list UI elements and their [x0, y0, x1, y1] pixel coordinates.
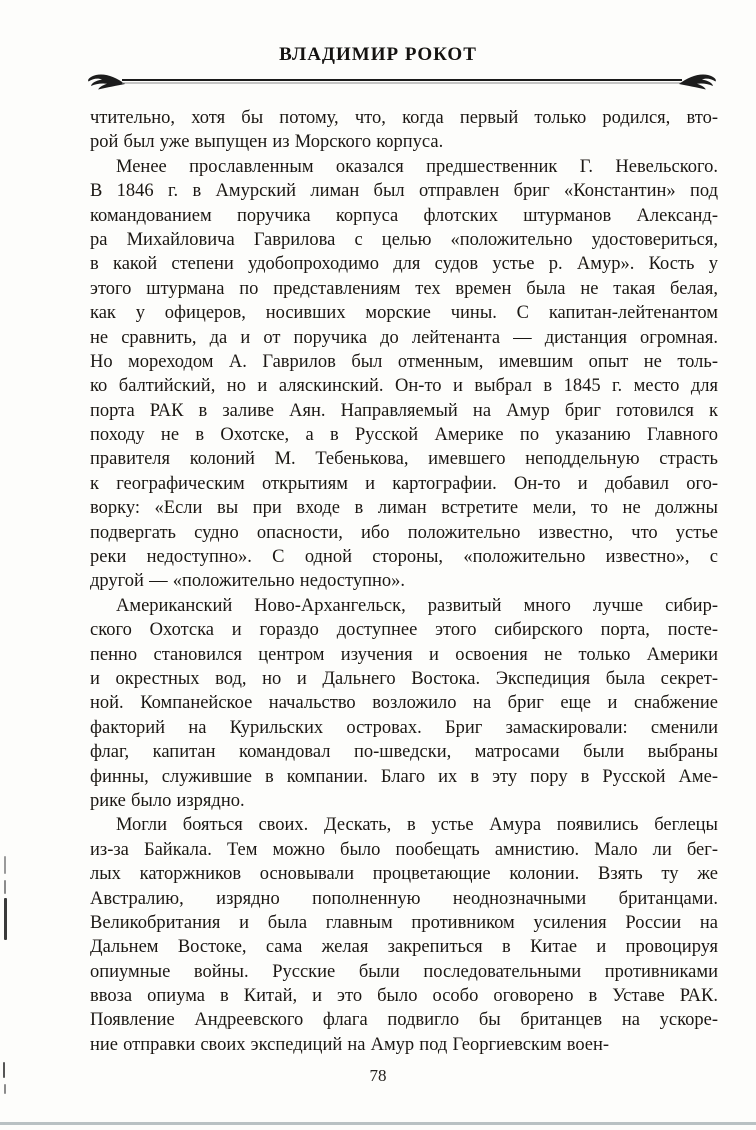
- header-ornament-rule: [86, 70, 718, 92]
- leaf-flourish-icon: [86, 70, 126, 92]
- text-line: опиумные войны. Русские были последовательными противниками: [90, 961, 718, 982]
- text-line: не сравнить, да и от поручика до лейтенанта — дистанция огромная.: [90, 327, 718, 348]
- text-line: Менее прославленным оказался предшественник Г. Невельского.: [116, 156, 718, 177]
- text-line: Появление Андреевского флага подвигло бы британцев на ускоре-: [90, 1010, 718, 1031]
- scan-artifact-mark: [4, 856, 6, 874]
- text-line: Австралию, изрядно пополненную неоднозначными британцами.: [90, 888, 718, 909]
- text-line: Могли бояться своих. Дескать, в устье Амура появились беглецы: [116, 815, 718, 836]
- text-line: ввоза опиума в Китай, и это было особо оговорено в Уставе РАК.: [90, 986, 718, 1007]
- text-line: другой — «положительно недоступно».: [90, 571, 406, 592]
- leaf-flourish-icon: [678, 70, 718, 92]
- text-line: ние отправки своих экспедиций на Амур под Георгиевским воен-: [90, 1034, 610, 1055]
- text-line: как у офицеров, носивших морские чины. С капитан-лейтенантом: [90, 303, 718, 324]
- text-line: пенно становился центром изучения и освоения не только Америки: [90, 644, 718, 665]
- paragraph: [90, 155, 718, 594]
- text-line: флаг, капитан командовал по-шведски, матросами были выбраны: [90, 742, 718, 763]
- scan-artifact-mark: [4, 1084, 6, 1094]
- page-number: 78: [369, 1066, 387, 1085]
- text-line: финны, служившие в компании. Благо их в эту пору в Русской Аме-: [90, 766, 718, 787]
- text-line: подвергать судно опасности, ибо положительно известно, что устье: [90, 522, 718, 543]
- paragraph: [90, 106, 718, 155]
- text-line: чтительно, хотя бы потому, что, когда первый только родился, вто-: [90, 108, 718, 128]
- scan-artifact-mark: [4, 898, 7, 940]
- text-line: правителя колоний М. Тебенькова, имевшего неподдельную страсть: [90, 449, 718, 470]
- text-line: Великобритания и была главным противником усиления России на: [90, 912, 718, 933]
- text-line: походу не в Охотске, а в Русской Америке по указанию Главного: [90, 425, 718, 446]
- running-head: ВЛАДИМИР РОКОТ: [279, 44, 477, 65]
- paragraph: [90, 813, 718, 1057]
- text-line: ра Михайловича Гаврилова с целью «положительно удостовериться,: [90, 229, 718, 250]
- text-line: и окрестных вод, но и Дальнего Востока. Экспедиция была секрет-: [90, 668, 718, 689]
- ornament-rule-line: [122, 79, 682, 84]
- text-line: в какой степени удобопроходимо для судов устье р. Амур». Кость у: [90, 254, 718, 275]
- scan-bottom-edge: [0, 1122, 756, 1125]
- text-line: реки недоступно». С одной стороны, «положительно известно», с: [90, 547, 718, 568]
- text-line: командованием поручика корпуса флотских штурманов Александ-: [90, 205, 718, 226]
- text-line: из-за Байкала. Тем можно было пообещать амнистию. Мало ли бег-: [90, 839, 718, 860]
- text-line: Но мореходом А. Гаврилов был отменным, имевшим опыт не толь-: [90, 351, 718, 372]
- text-line: ко балтийский, но и аляскинский. Он-то и выбрал в 1845 г. место для: [90, 376, 718, 397]
- scan-artifact-mark: [4, 880, 6, 894]
- text-line: ной. Компанейское начальство возложило на бриг еще и снабжение: [90, 693, 718, 714]
- text-line: этого штурмана по представлениям тех времен была не такая белая,: [90, 278, 718, 299]
- text-line: рой был уже выпущен из Морского корпуса.: [90, 132, 444, 153]
- scan-artifact-mark: [3, 1062, 5, 1078]
- text-line: ского Охотска и гораздо доступнее этого сибирского порта, посте-: [90, 620, 718, 641]
- text-line: лых каторжников основывали процветающие колонии. Взять ту же: [90, 864, 718, 885]
- text-line: порта РАК в заливе Аян. Направляемый на Амур бриг готовился к: [90, 400, 718, 421]
- text-line: Американский Ново-Архангельск, развитый много лучше сибир-: [116, 595, 718, 616]
- text-line: рике было изрядно.: [90, 790, 245, 811]
- body-text: [90, 106, 718, 1057]
- text-line: ворку: «Если вы при входе в лиман встретите мели, то не должны: [90, 498, 718, 519]
- paragraph: [90, 594, 718, 814]
- text-line: к географическим открытиям и картографии. Он-то и добавил ого-: [90, 473, 718, 494]
- text-line: В 1846 г. в Амурский лиман был отправлен бриг «Константин» под: [90, 181, 718, 202]
- text-line: Дальнем Востоке, сама желая закрепиться в Китае и провоцируя: [90, 937, 718, 958]
- text-line: факторий на Курильских островах. Бриг замаскировали: сменили: [90, 717, 718, 738]
